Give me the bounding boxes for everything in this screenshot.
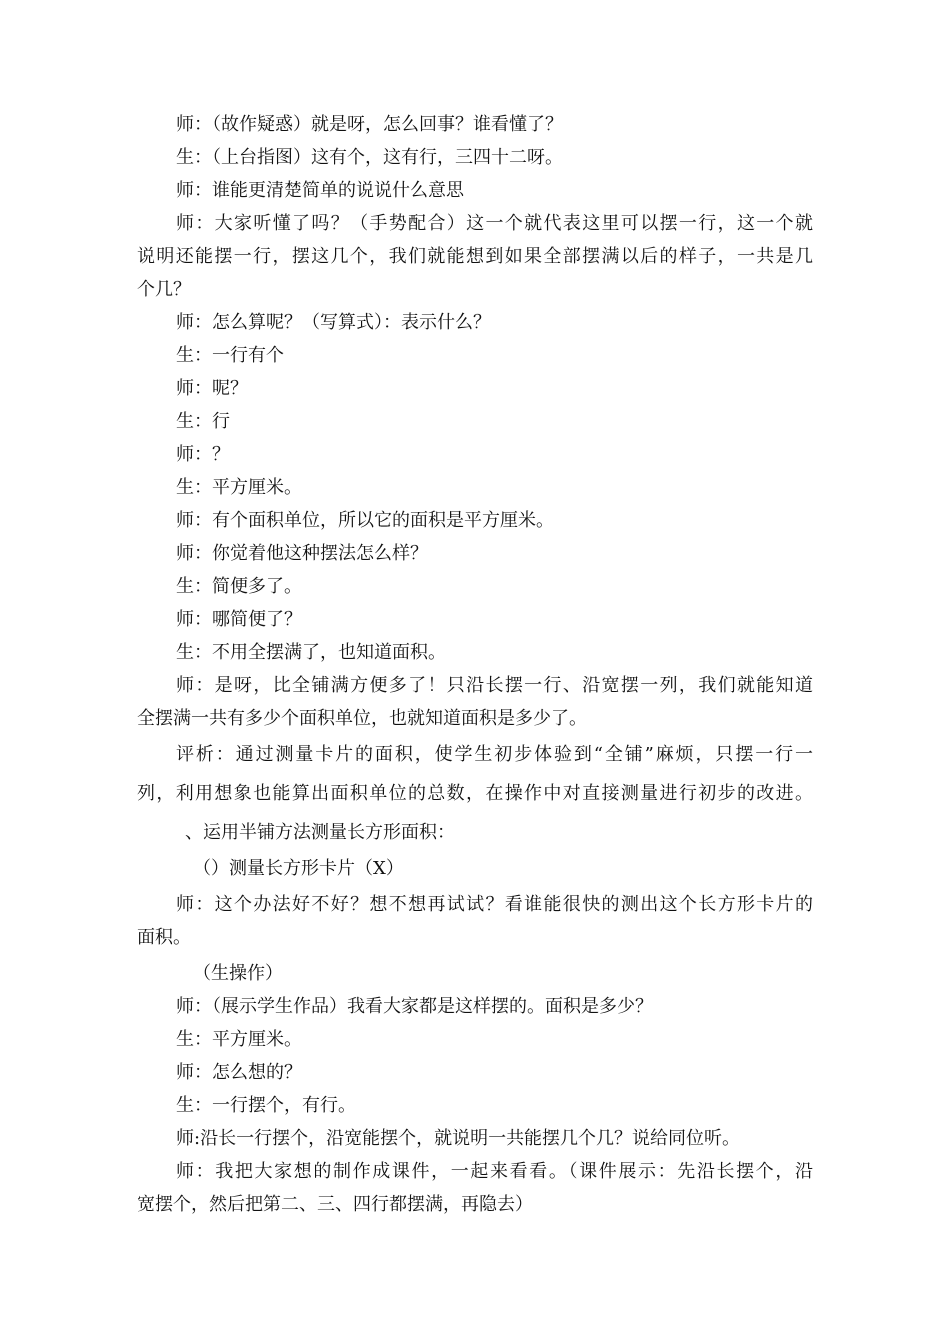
text-line: 生：一行摆个，有行。 [176,1095,356,1116]
text-line: 师：谁能更清楚简单的说说什么意思 [176,180,464,201]
text-line: 生：不用全摆满了，也知道面积。 [176,642,446,663]
comment-line: 评析：通过测量卡片的面积，使学生初步体验到“全铺”麻烦，只摆一行一 [176,744,813,765]
text-line: 师：有个面积单位，所以它的面积是平方厘米。 [176,510,554,531]
text-line: 面积。 [137,927,191,948]
text-line: 师：（故作疑惑）就是呀，怎么回事？谁看懂了？ [176,114,563,135]
text-line: 师：你觉着他这种摆法怎么样？ [176,543,428,564]
text-line: 生：平方厘米。 [176,477,302,498]
text-line: 师：是呀，比全铺满方便多了！只沿长摆一行、沿宽摆一列，我们就能知道 [176,675,813,696]
text-line: 师:沿长一行摆个，沿宽能摆个，就说明一共能摆几个几？说给同位听。 [176,1128,741,1149]
text-line: 师：（展示学生作品）我看大家都是这样摆的。面积是多少？ [176,996,653,1017]
section-heading: 、运用半铺方法测量长方形面积： [185,822,455,843]
text-line: 师：我把大家想的制作成课件，一起来看看。（课件展示：先沿长摆个，沿 [176,1161,813,1182]
text-line: 生：行 [176,411,230,432]
comment-line: 列，利用想象也能算出面积单位的总数，在操作中对直接测量进行初步的改进。 [137,783,813,804]
text-line: 师：？ [176,444,230,465]
text-line: 师：呢？ [176,378,248,399]
subsection-heading: （）测量长方形卡片（X） [193,858,404,879]
text-line: 师：怎么算呢？（写算式）：表示什么？ [176,312,491,333]
text-line: 生：（上台指图）这有个，这有行，三四十二呀。 [176,147,563,168]
text-line: 说明还能摆一行，摆这几个，我们就能想到如果全部摆满以后的样子，一共是几 [137,246,813,267]
text-line: 师：怎么想的？ [176,1062,302,1083]
text-line: 生：平方厘米。 [176,1029,302,1050]
text-line: 师：大家听懂了吗？（手势配合）这一个就代表这里可以摆一行，这一个就 [176,213,813,234]
text-line: 宽摆个，然后把第二、三、四行都摆满，再隐去） [137,1194,533,1215]
text-line: 全摆满一共有多少个面积单位，也就知道面积是多少了。 [137,708,587,729]
text-line: 个几？ [137,279,191,300]
text-line: （生操作） [193,963,283,984]
text-line: 生：简便多了。 [176,576,302,597]
text-line: 师：哪简便了？ [176,609,302,630]
text-line: 生：一行有个 [176,345,284,366]
text-line: 师：这个办法好不好？想不想再试试？看谁能很快的测出这个长方形卡片的 [176,894,813,915]
